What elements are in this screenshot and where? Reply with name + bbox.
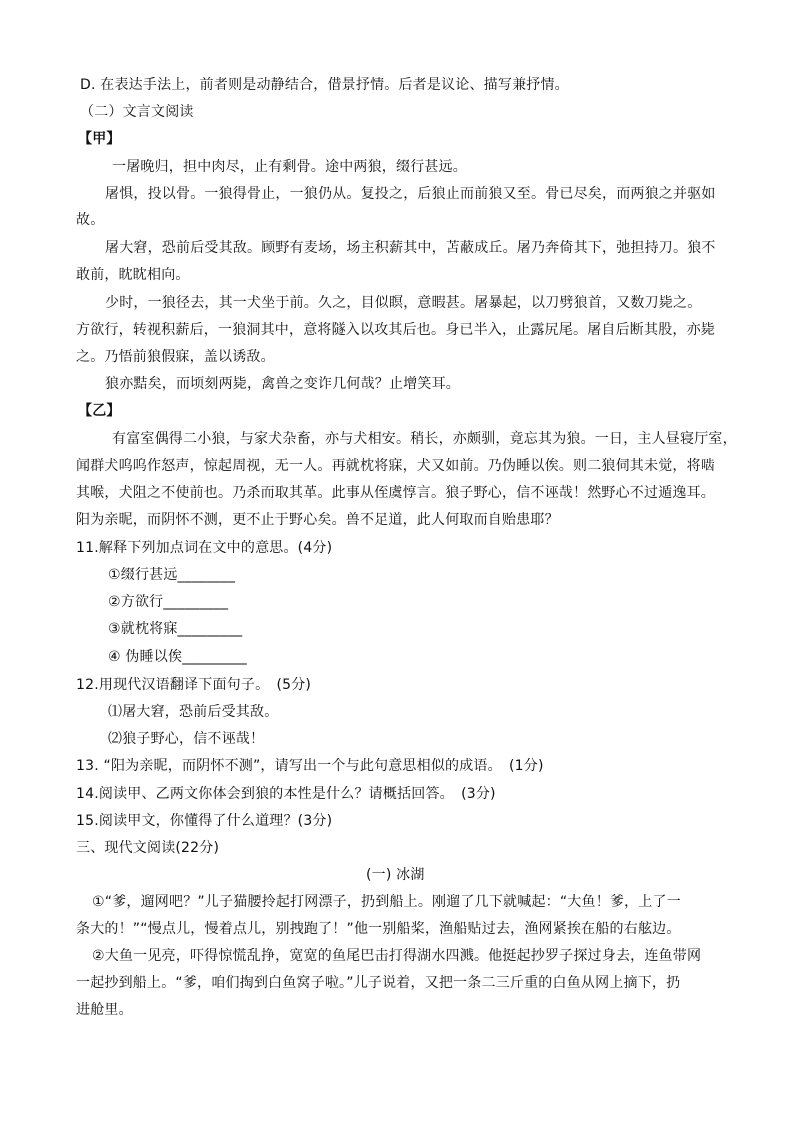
q11-item-3: ③就枕将寐_________ — [108, 621, 243, 637]
section-heading-modern: 三、现代文阅读(22分) — [76, 840, 220, 856]
article-p1-line2: 条大的！”“慢点儿，慢着点儿，别拽跑了！”他一别船桨，渔船贴过去，渔网紧挨在船的右舷边。 — [76, 921, 681, 937]
passage-yi-label: 【乙】 — [78, 403, 121, 419]
passage-jia-p4-line3: 之。乃悟前狼假寐，盖以诱敌。 — [76, 349, 275, 365]
question-14: 14.阅读甲、乙两文你体会到狼的本性是什么？请概括回答。 (3分) — [76, 786, 496, 802]
article-p1-line1: ①“爹，遛网吧？”儿子猫腰拎起打网漂子，扔到船上。刚遛了几下就喊起：“大鱼！爹，上了一 — [92, 894, 681, 910]
passage-yi-line1: 有富室偶得二小狼，与家犬杂畜，亦与犬相安。稍长，亦颇驯，竟忘其为狼。一日，主人昼寝厅室， — [112, 431, 737, 447]
q11-item-1: ①缀行甚远________ — [108, 567, 236, 583]
passage-jia-p2-line2: 故。 — [76, 212, 105, 228]
article-title: (一) 冰湖 — [366, 867, 425, 883]
question-12: 12.用现代汉语翻译下面句子。 (5分) — [76, 677, 312, 693]
passage-jia-p4-line1: 少时，一狼径去，其一犬坐于前。久之，目似瞑，意暇甚。屠暴起，以刀劈狼首，又数刀毙之。 — [105, 295, 702, 311]
q12-item-2: ⑵狼子野心，信不诬哉！ — [108, 731, 265, 747]
option-d: D. 在表达手法上，前者则是动静结合，借景抒情。后者是议论、描写兼抒情。 — [80, 77, 569, 93]
passage-jia-p4-line2: 方欲行，转视积薪后，一狼洞其中，意将隧入以攻其后也。身已半入，止露尻尾。屠自后断其股，亦毙 — [76, 322, 715, 338]
passage-jia-p3-line2: 敢前，眈眈相向。 — [76, 267, 190, 283]
passage-yi-line2: 闻群犬呜呜作怒声，惊起周视，无一人。再就枕将寐，犬又如前。乃伪睡以俟。则二狼伺其未觉，将啮 — [76, 458, 715, 474]
passage-jia-p1: 一屠晚归，担中肉尽，止有剩骨。途中两狼，缀行甚远。 — [112, 159, 467, 175]
passage-jia-p5: 狼亦黠矣，而顷刻两毙，禽兽之变诈几何哉？止增笑耳。 — [105, 376, 460, 392]
passage-jia-p3-line1: 屠大窘，恐前后受其敌。顾野有麦场，场主积薪其中，苫蔽成丘。屠乃奔倚其下，弛担持刀。狼不 — [105, 240, 716, 256]
article-p2-line3: 进舱里。 — [76, 1002, 133, 1018]
q12-item-1: ⑴屠大窘，恐前后受其敌。 — [108, 704, 279, 720]
q11-item-2: ②方欲行_________ — [108, 594, 229, 610]
passage-jia-label: 【甲】 — [78, 131, 121, 147]
passage-jia-p2-line1: 屠惧，投以骨。一狼得骨止，一狼仍从。复投之，后狼止而前狼又至。骨已尽矣，而两狼之并驱如 — [105, 186, 716, 202]
passage-yi-line3: 其喉，犬阻之不使前也。乃杀而取其革。此事从侄虞惇言。狼子野心，信不诬哉！然野心不过遁逸耳。 — [76, 485, 715, 501]
question-13: 13. “阳为亲昵，而阴怀不测”，请写出一个与此句意思相似的成语。 (1分) — [76, 758, 544, 774]
question-11: 11.解释下列加点词在文中的意思。(4分) — [76, 540, 333, 556]
section-heading-classical: （二）文言文阅读 — [80, 104, 194, 120]
article-p2-line1: ②大鱼一见亮，吓得惊慌乱挣，宽宽的鱼尾巴击打得湖水四溅。他挺起抄罗子探过身去，连鱼带网 — [92, 948, 702, 964]
question-15: 15.阅读甲文，你懂得了什么道理？(3分) — [76, 813, 333, 829]
passage-yi-line4: 阳为亲昵，而阴怀不测，更不止于野心矣。兽不足道，此人何取而自贻患耶？ — [76, 512, 559, 528]
q11-item-4: ④ 伪睡以俟_________ — [108, 649, 248, 665]
article-p2-line2: 一起抄到船上。“爹，咱们掏到白鱼窝子啦。”儿子说着，又把一条二三斤重的白鱼从网上摘下，扔 — [76, 975, 681, 991]
